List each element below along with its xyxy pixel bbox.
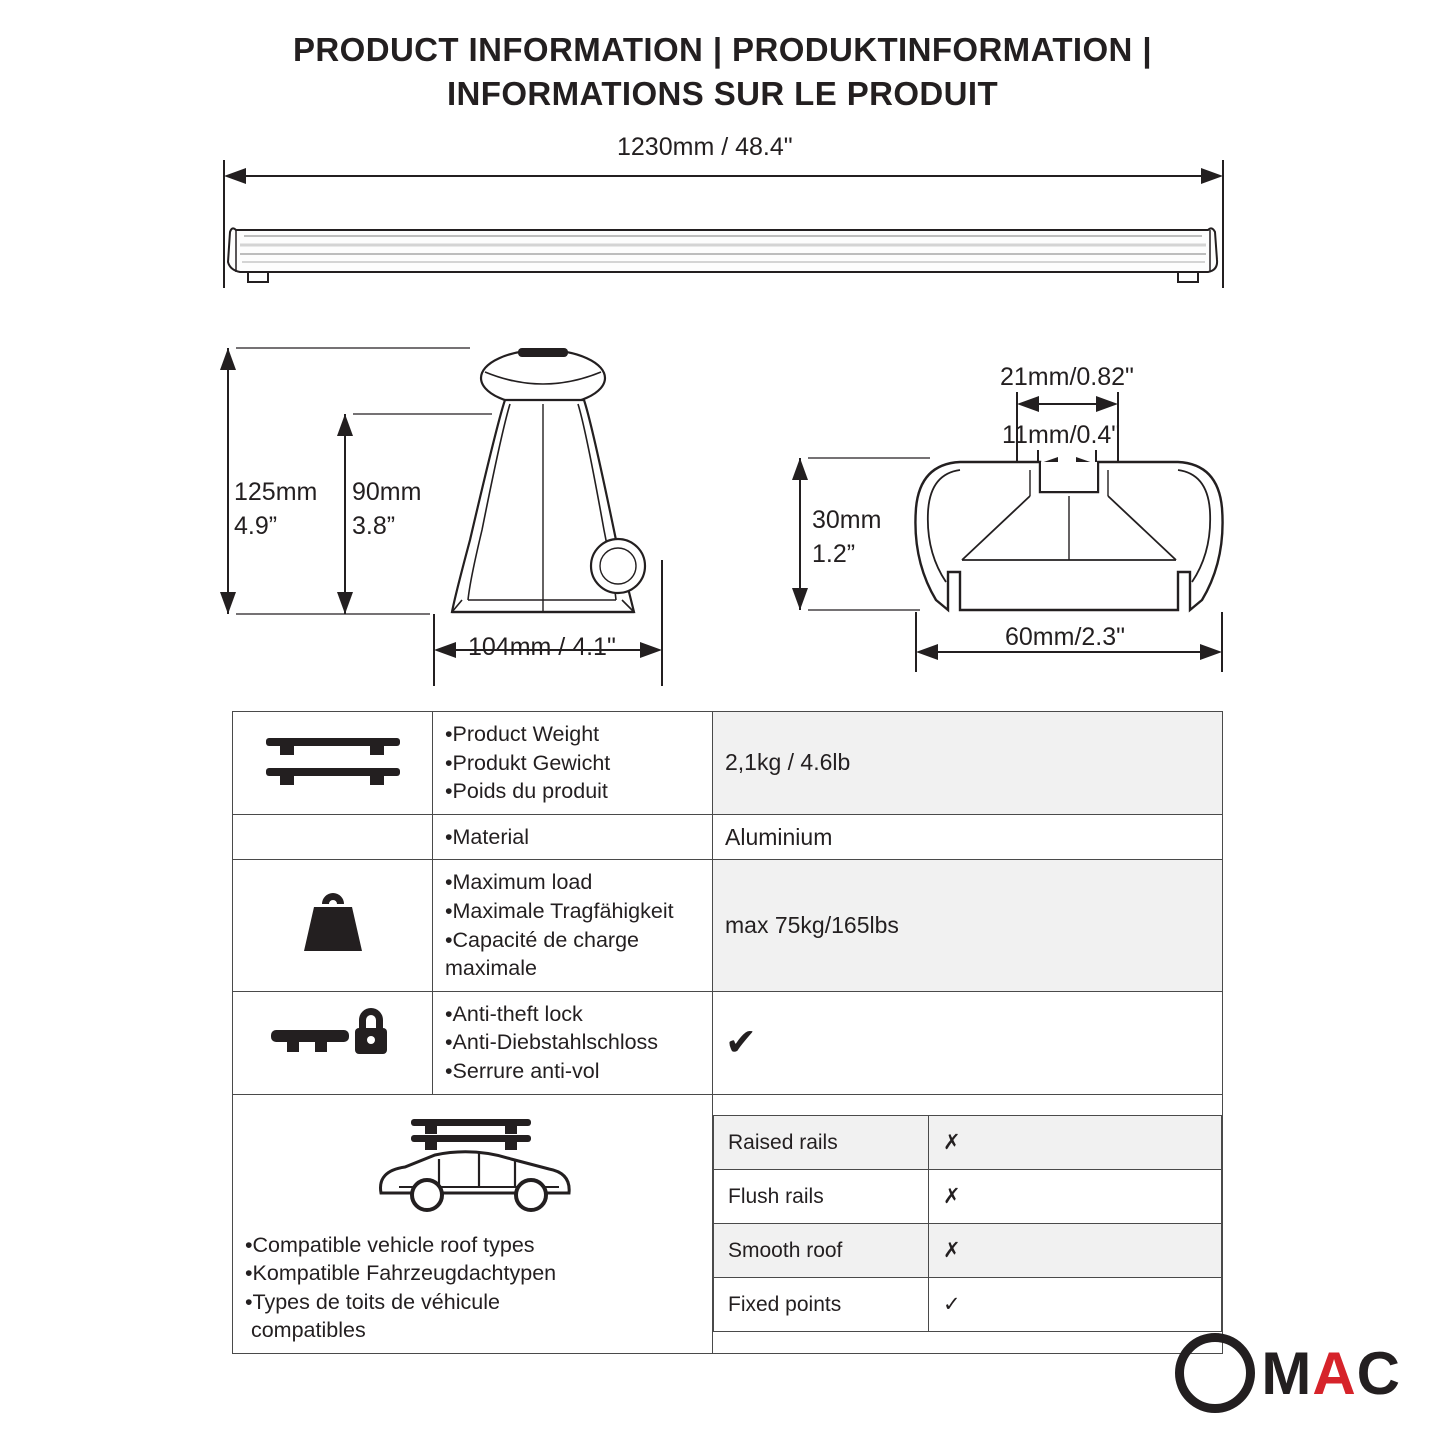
weight-icon: [233, 860, 433, 991]
table-row-roof-types: [233, 1094, 1223, 1353]
roof-type-name: Flush rails: [714, 1170, 929, 1224]
roof-type-row: [714, 1278, 1222, 1332]
logo-letter-c: C: [1356, 1339, 1401, 1407]
dim-profile-width: 60mm/2.3": [1005, 623, 1126, 651]
material-icon-placeholder: [233, 814, 433, 860]
lock-icon-svg: [263, 1004, 403, 1076]
roof-type-name: Fixed points: [714, 1278, 929, 1332]
max-load-label: •Maximum load •Maximale Tragfähigkeit •Capacité de charge maximale: [433, 860, 713, 991]
dim-slot-outer: 21mm/0.82": [1000, 363, 1134, 391]
roof-types-cell: [233, 1094, 713, 1353]
roof-type-mark: ✗: [929, 1170, 1222, 1224]
dim-foot-width: 104mm / 4.1": [468, 633, 616, 661]
omac-logo: [1175, 1333, 1401, 1413]
table-row: [233, 991, 1223, 1094]
title-line-1: PRODUCT INFORMATION | PRODUKTINFORMATION |: [293, 31, 1152, 68]
anti-theft-label: •Anti-theft lock •Anti-Diebstahlschloss •Serrure anti-vol: [433, 991, 713, 1094]
roof-types-matrix: [713, 1094, 1223, 1353]
product-weight-label: •Product Weight •Produkt Gewicht •Poids du produit: [433, 712, 713, 815]
logo-letter-a: A: [1312, 1339, 1357, 1407]
dim-profile-height: 30mm 1.2”: [812, 506, 882, 568]
crossbars-icon-svg: [258, 724, 408, 796]
logo-o-icon: [1175, 1333, 1255, 1413]
roof-type-mark: ✗: [929, 1224, 1222, 1278]
roof-types-subtable: [713, 1115, 1222, 1332]
roof-type-name: Smooth roof: [714, 1224, 929, 1278]
anti-theft-value: [713, 991, 1223, 1094]
page-title: [0, 28, 1445, 115]
table-row: [233, 860, 1223, 991]
check-icon: ✔: [725, 1021, 757, 1064]
lock-icon: [233, 991, 433, 1094]
roof-type-row: [714, 1116, 1222, 1170]
roof-type-mark: ✗: [929, 1116, 1222, 1170]
max-load-value: max 75kg/165lbs: [713, 860, 1223, 991]
product-weight-value: 2,1kg / 4.6lb: [713, 712, 1223, 815]
dim-slot-inner: 11mm/0.4": [1002, 421, 1121, 449]
car-with-roof-rack-icon-svg: [353, 1109, 593, 1219]
roof-types-label: •Compatible vehicle roof types •Kompatible Fahrzeugdachtypen •Types de toits de véhicule compatibles: [245, 1232, 557, 1343]
roof-type-mark: ✓: [929, 1278, 1222, 1332]
logo-letter-m: M: [1261, 1339, 1313, 1407]
spec-table: [232, 711, 1223, 1354]
material-value: Aluminium: [713, 814, 1223, 860]
car-with-roof-rack-icon: [245, 1103, 700, 1225]
weight-icon-svg: [288, 887, 378, 959]
crossbars-icon: [233, 712, 433, 815]
title-line-2: INFORMATIONS SUR LE PRODUIT: [446, 74, 998, 112]
roof-type-row: [714, 1170, 1222, 1224]
table-row: [233, 814, 1223, 860]
material-label: •Material: [433, 814, 713, 860]
table-row: [233, 712, 1223, 815]
dim-foot-height-total: 125mm 4.9”: [234, 478, 318, 540]
dim-foot-height-inner: 90mm 3.8”: [352, 478, 422, 540]
roof-type-name: Raised rails: [714, 1116, 929, 1170]
dim-bar-length: 1230mm / 48.4": [617, 133, 793, 161]
roof-type-row: [714, 1224, 1222, 1278]
